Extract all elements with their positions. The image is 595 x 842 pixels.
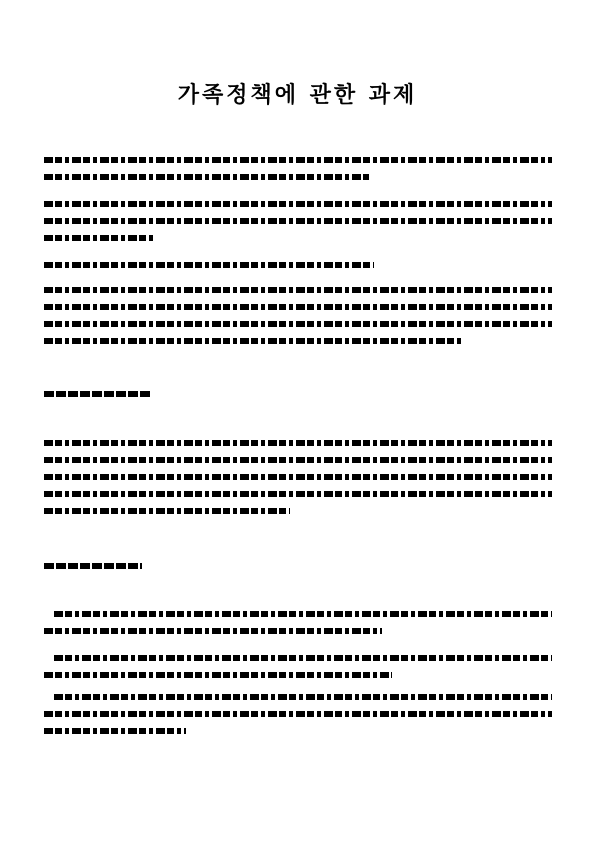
text-line xyxy=(44,287,552,293)
text-line xyxy=(44,711,552,717)
document-title: 가족정책에 관한 과제 xyxy=(177,83,418,108)
text-line xyxy=(44,321,552,327)
paragraph-5 xyxy=(44,440,552,525)
text-line xyxy=(44,655,552,661)
text-line xyxy=(44,508,552,514)
list-item-1 xyxy=(44,611,552,645)
text-line xyxy=(44,157,552,163)
section-heading-2 xyxy=(44,563,142,569)
text-line xyxy=(44,440,552,446)
paragraph-1 xyxy=(44,157,552,191)
text-line xyxy=(44,338,552,344)
text-line xyxy=(44,474,552,480)
section-heading-1 xyxy=(44,391,152,397)
text-line xyxy=(44,174,552,180)
text-line xyxy=(44,728,552,734)
paragraph-2 xyxy=(44,201,552,252)
text-line xyxy=(44,694,552,700)
list-item-2 xyxy=(44,655,552,689)
text-line xyxy=(44,235,552,241)
text-line xyxy=(44,457,552,463)
list-item-3 xyxy=(44,694,552,745)
text-line xyxy=(44,611,552,617)
text-line xyxy=(44,201,552,207)
text-line xyxy=(44,304,552,310)
text-line xyxy=(44,491,552,497)
text-line xyxy=(44,672,552,678)
text-line xyxy=(44,262,552,268)
paragraph-3 xyxy=(44,262,552,279)
paragraph-4 xyxy=(44,287,552,355)
text-line xyxy=(44,218,552,224)
text-line xyxy=(44,628,552,634)
